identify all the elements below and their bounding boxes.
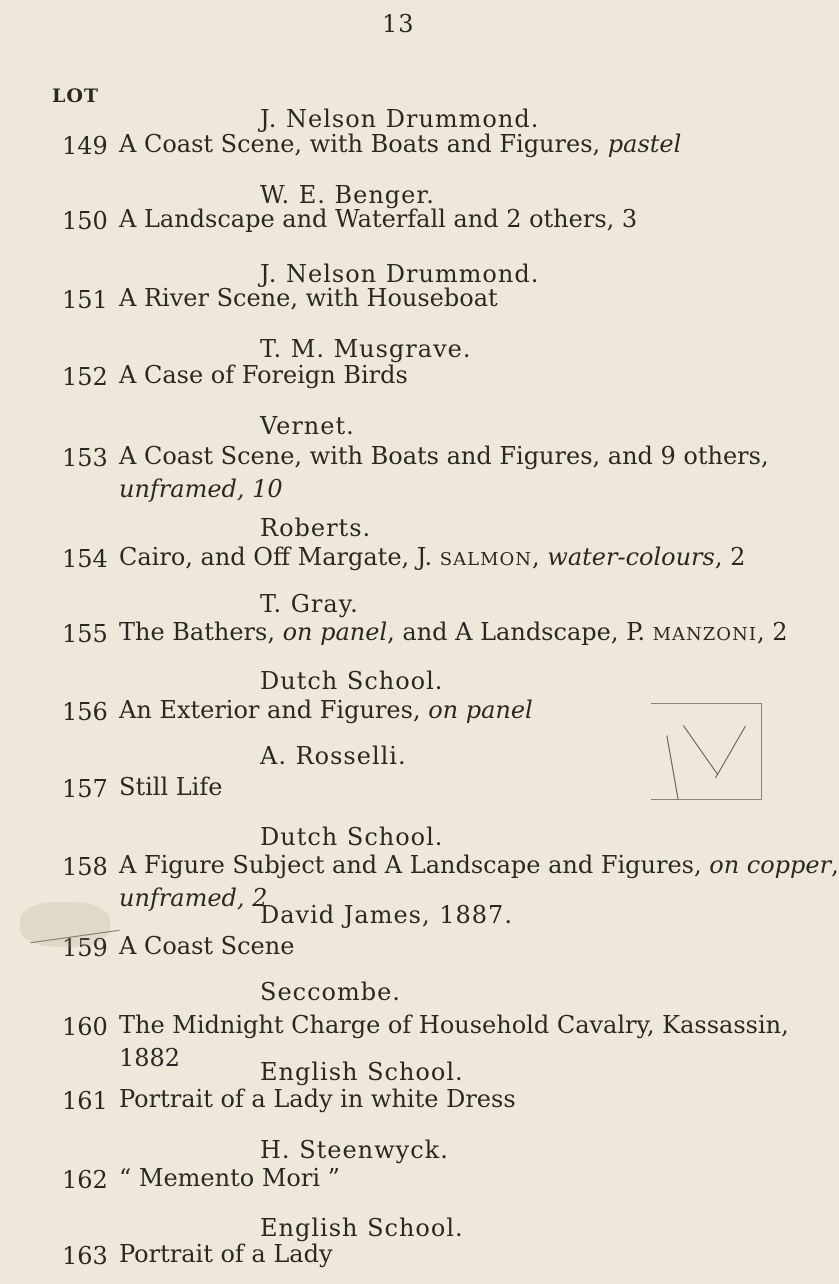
lot-description-segment: SALMON (439, 549, 533, 570)
lot-artist: David James, 1887. (260, 901, 513, 929)
lot-description-segment: Still Life (119, 773, 223, 801)
lot-description (119, 440, 769, 506)
lot-description-segment: An Exterior and Figures, (119, 696, 429, 724)
lot-description (119, 128, 681, 161)
pencil-smudge (20, 902, 110, 947)
lot-description-segment: on panel (282, 618, 388, 646)
lot-description (119, 1238, 333, 1271)
lot-description-segment: Portrait of a Lady in white Dress (119, 1085, 516, 1113)
lot-description-segment: Cairo, and Off Margate, J. (119, 543, 440, 571)
lot-description-segment: A Coast Scene, with Boats and Figures, (119, 130, 608, 158)
lot-number: 151 (62, 286, 108, 314)
lot-description (119, 541, 745, 576)
lot-description-segment: unframed, 10 (119, 475, 283, 503)
lot-description (119, 282, 498, 315)
lot-description (119, 203, 637, 236)
lot-description-segment: , 2 (714, 543, 746, 571)
lot-number: 156 (62, 698, 108, 726)
lot-number: 149 (62, 132, 108, 160)
lot-description-segment: A Coast Scene (119, 932, 295, 960)
lot-description-segment: on panel (428, 696, 533, 724)
lot-artist: Dutch School. (260, 667, 444, 695)
lot-description (119, 930, 294, 963)
lot-description-segment: water-colours (547, 543, 715, 571)
lot-description-segment: The Midnight Charge of Household Cavalry, Kassassin, (119, 1011, 789, 1039)
page-number: 13 (382, 10, 415, 38)
lot-artist: A. Rosselli. (260, 742, 407, 770)
lot-number: 161 (62, 1087, 108, 1115)
lot-description (119, 359, 408, 392)
lot-artist: Roberts. (260, 514, 372, 542)
lot-number: 162 (62, 1166, 108, 1194)
lot-number: 159 (62, 934, 108, 962)
lot-description-segment: , and A Landscape, P. (387, 618, 653, 646)
lot-description-segment: pastel (607, 130, 682, 158)
lot-description-segment: unframed, 2 (119, 884, 268, 912)
lot-number: 155 (62, 620, 108, 648)
lot-description-segment: , (831, 851, 839, 879)
lot-description (119, 694, 533, 727)
lot-description (119, 616, 787, 651)
lot-description-segment: “ Memento Mori ” (119, 1164, 340, 1192)
lot-number: 160 (62, 1013, 108, 1041)
lot-artist: W. E. Benger. (260, 181, 435, 209)
lot-description-segment: The Bathers, (119, 618, 283, 646)
lot-artist: English School. (260, 1058, 464, 1086)
lot-description-segment: , (532, 543, 548, 571)
lot-artist: English School. (260, 1214, 464, 1242)
lot-number: 150 (62, 207, 108, 235)
lot-column-header: LOT (52, 85, 100, 107)
lot-description (119, 1162, 340, 1195)
lot-description-segment: A Landscape and Waterfall and 2 others, 3 (119, 205, 638, 233)
lot-description-segment: 1882 (119, 1044, 181, 1072)
lot-artist: Seccombe. (260, 978, 401, 1006)
lot-number: 152 (62, 363, 108, 391)
lot-description-segment: , 2 (756, 618, 788, 646)
lot-artist: Vernet. (260, 412, 355, 440)
lot-number: 154 (62, 545, 108, 573)
lot-description-segment: A River Scene, with Houseboat (119, 284, 498, 312)
lot-description-segment: MANZONI (652, 624, 757, 645)
lot-description-segment: A Figure Subject and A Landscape and Figures, (119, 851, 710, 879)
lot-description-segment: A Coast Scene, with Boats and Figures, and 9 others, (119, 442, 769, 470)
lot-description-segment: Portrait of a Lady (119, 1240, 333, 1268)
lot-artist: J. Nelson Drummond. (260, 105, 540, 133)
lot-number: 153 (62, 444, 108, 472)
lot-artist: H. Steenwyck. (260, 1136, 449, 1164)
lot-number: 157 (62, 775, 108, 803)
lot-number: 158 (62, 853, 108, 881)
lot-description (119, 1083, 516, 1116)
lot-description-segment: on copper (709, 851, 832, 879)
lot-description-segment: A Case of Foreign Birds (119, 361, 408, 389)
pencil-annotation-box (651, 703, 762, 800)
lot-artist: Dutch School. (260, 823, 444, 851)
lot-description (119, 771, 222, 804)
lot-number: 163 (62, 1242, 108, 1270)
lot-artist: J. Nelson Drummond. (260, 260, 540, 288)
lot-artist: T. Gray. (260, 590, 359, 618)
lot-artist: T. M. Musgrave. (260, 335, 472, 363)
